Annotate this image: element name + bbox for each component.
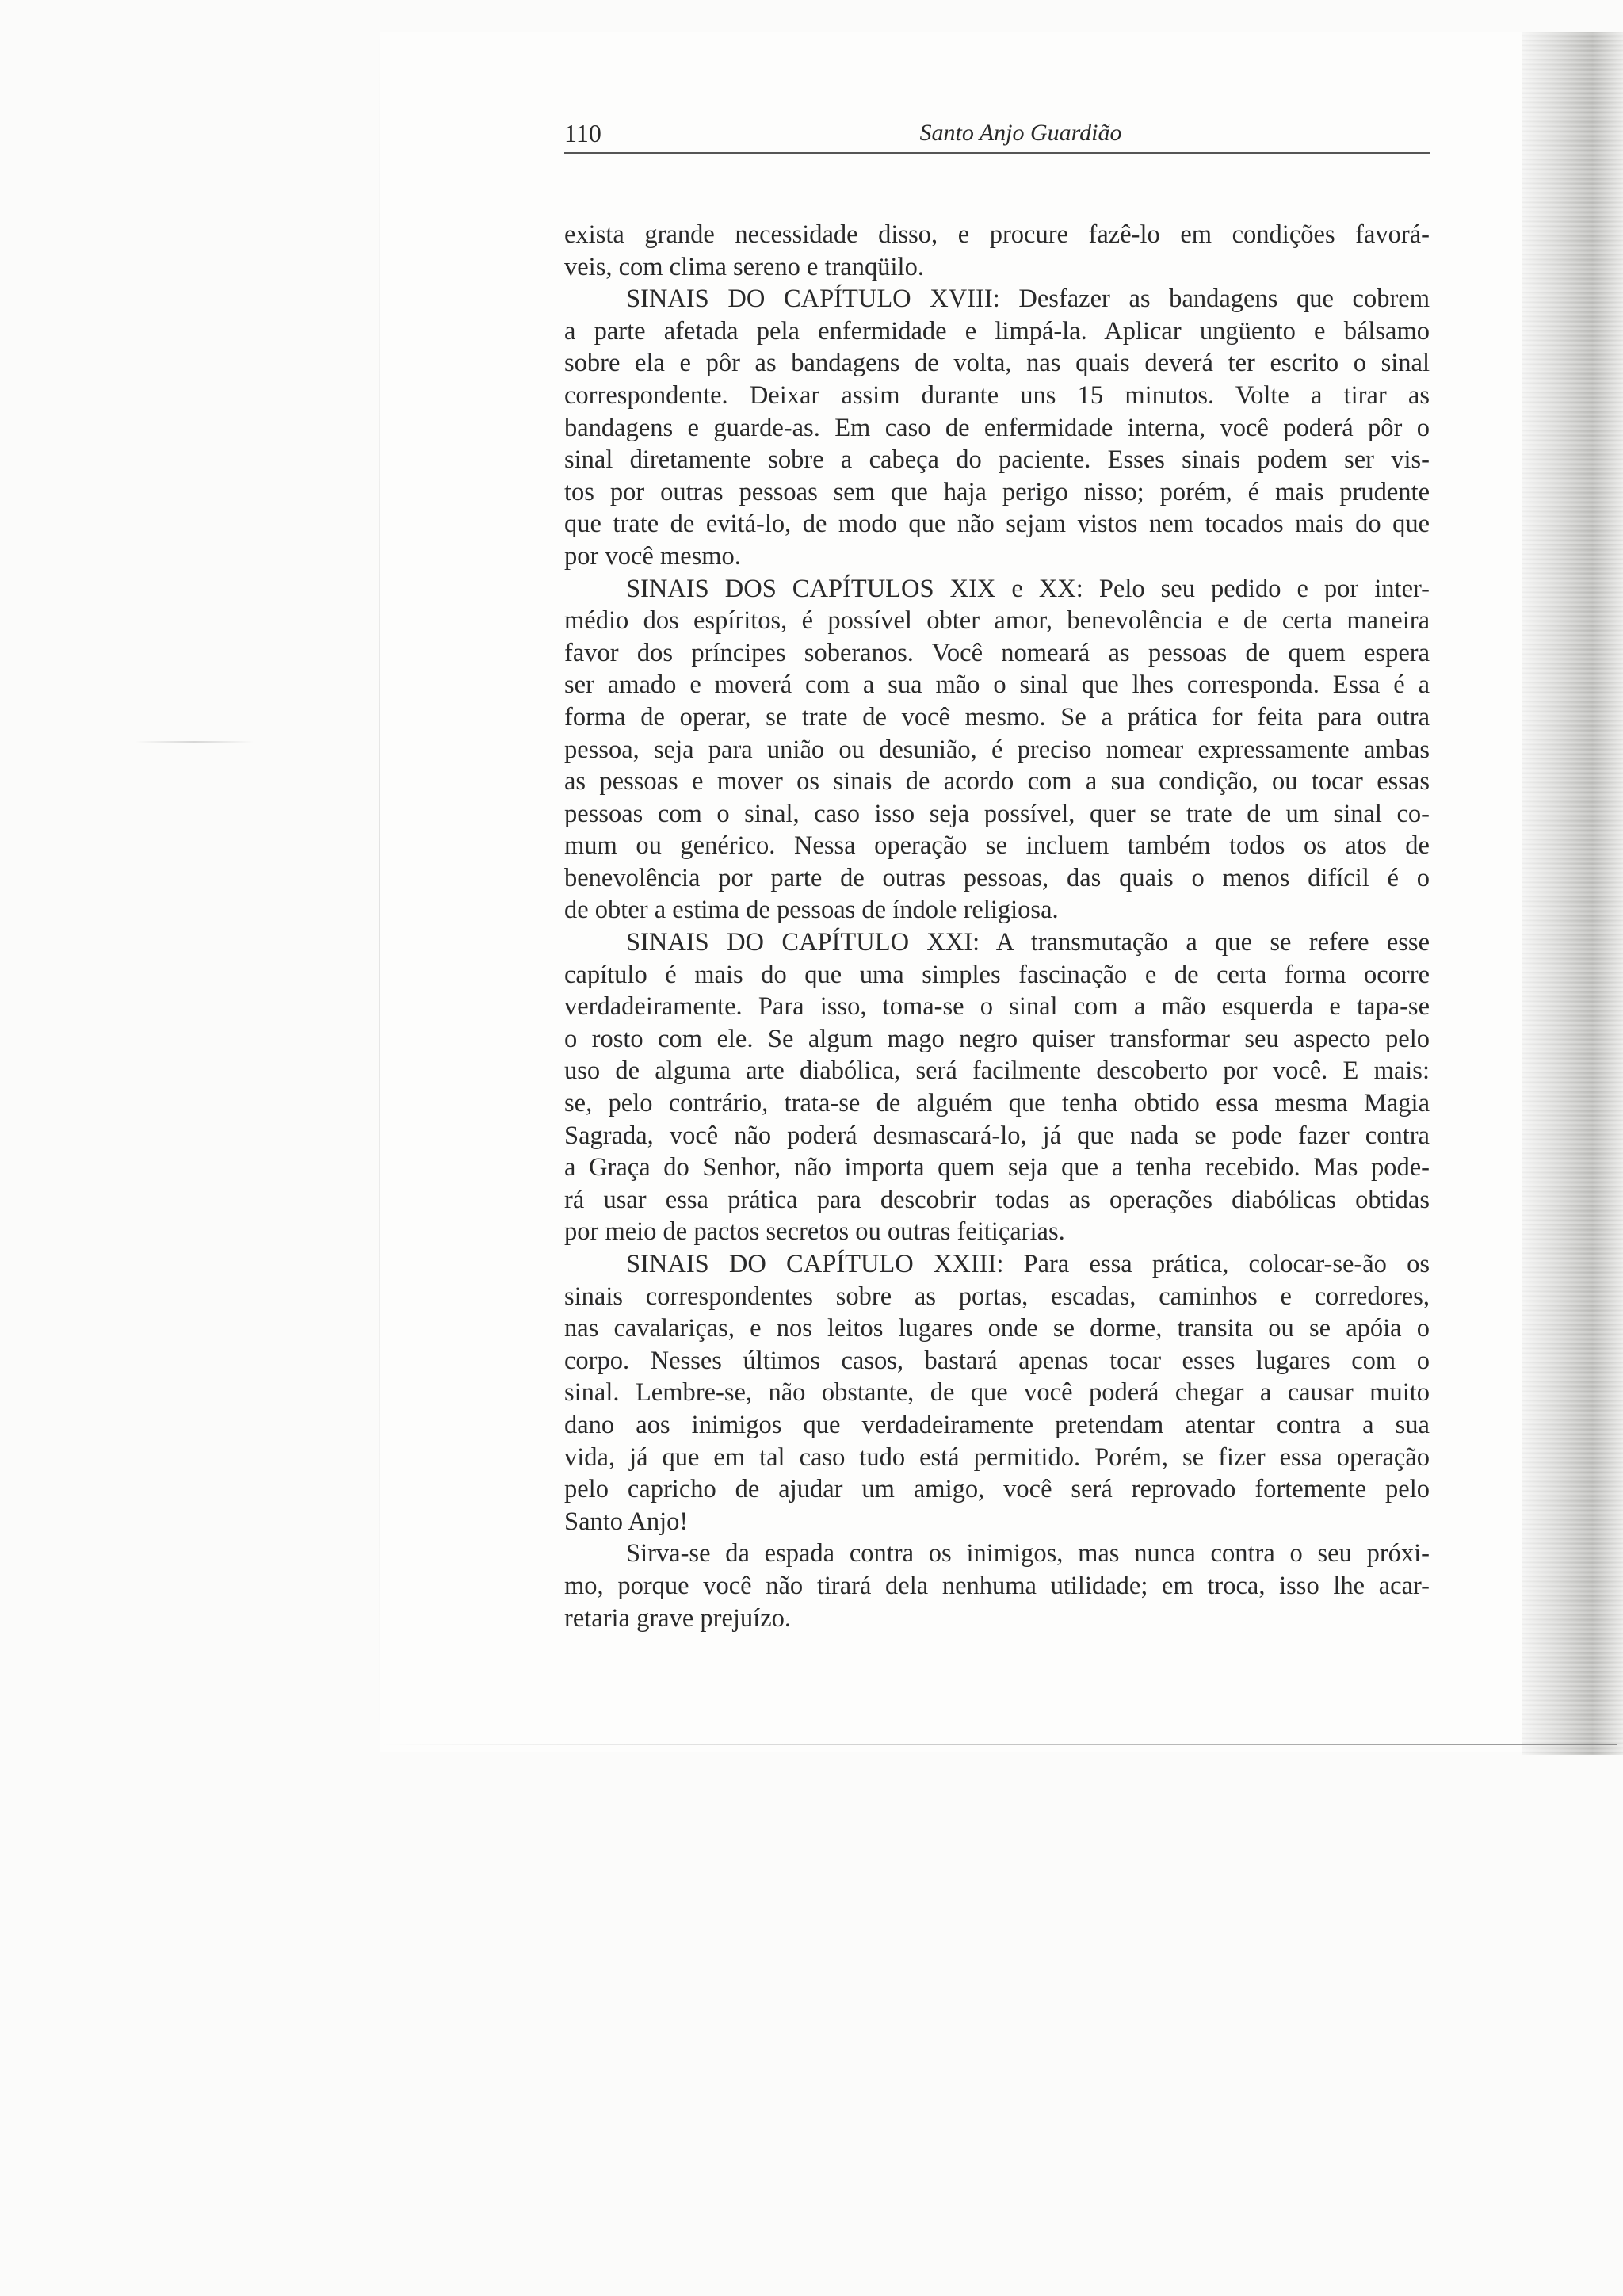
- text-line: Sagrada, você não poderá desmascará-lo, já que nada se pode fazer contra: [564, 1121, 1430, 1150]
- text-line: capítulo é mais do que uma simples fascinação e de certa forma ocorre: [564, 960, 1430, 989]
- text-line: vida, já que em tal caso tudo está permitido. Porém, se fizer essa operação: [564, 1442, 1430, 1472]
- paragraph: [564, 1248, 1430, 1538]
- text-line: que trate de evitá-lo, de modo que não sejam vistos nem tocados mais do que: [564, 510, 1430, 539]
- page-bottom-edge: [380, 1744, 1617, 1745]
- running-header: [564, 116, 1430, 154]
- book-spine-edge: [1522, 32, 1623, 1755]
- text-line: SINAIS DO CAPÍTULO XXI: A transmutação a que se refere esse: [626, 928, 1430, 957]
- text-line: sinal diretamente sobre a cabeça do paciente. Esses sinais podem ser vis-: [564, 445, 1430, 475]
- text-line: a Graça do Senhor, não importa quem seja que a tenha recebido. Mas pode-: [564, 1153, 1430, 1182]
- text-line: mum ou genérico. Nessa operação se incluem também todos os atos de: [564, 831, 1430, 861]
- text-line: pelo capricho de ajudar um amigo, você será reprovado fortemente pelo: [564, 1475, 1430, 1504]
- text-line: retaria grave prejuízo.: [564, 1603, 792, 1633]
- text-line: uso de alguma arte diabólica, será facilmente descoberto por você. E mais:: [564, 1056, 1430, 1086]
- text-line: médio dos espíritos, é possível obter amor, benevolência e de certa maneira: [564, 606, 1430, 636]
- text-line: a parte afetada pela enfermidade e limpá-la. Aplicar ungüento e bálsamo: [564, 316, 1430, 346]
- text-line: nas cavalariças, e nos leitos lugares onde se dorme, transita ou se apóia o: [564, 1314, 1430, 1343]
- text-line: se, pelo contrário, trata-se de alguém que tenha obtido essa mesma Magia: [564, 1089, 1430, 1118]
- text-line: sobre ela e pôr as bandagens de volta, nas quais deverá ter escrito o sinal: [564, 349, 1430, 378]
- text-line: favor dos príncipes soberanos. Você nomeará as pessoas de quem espera: [564, 638, 1430, 667]
- text-line: pessoas com o sinal, caso isso seja possível, quer se trate de um sinal co-: [564, 799, 1430, 828]
- paragraph: [564, 1538, 1430, 1634]
- text-line: forma de operar, se trate de você mesmo. Se a prática for feita para outra: [564, 702, 1430, 732]
- paragraph: [564, 926, 1430, 1248]
- text-line: o rosto com ele. Se algum mago negro quiser transformar seu aspecto pelo: [564, 1024, 1430, 1053]
- text-line: mo, porque você não tirará dela nenhuma utilidade; em troca, isso lhe acar-: [564, 1571, 1430, 1600]
- text-line: SINAIS DO CAPÍTULO XVIII: Desfazer as bandagens que cobrem: [626, 285, 1430, 314]
- paragraph: [564, 573, 1430, 927]
- text-line: dano aos inimigos que verdadeiramente pretendam atentar contra a sua: [564, 1410, 1430, 1439]
- text-line: SINAIS DOS CAPÍTULOS XIX e XX: Pelo seu pedido e por inter-: [626, 574, 1430, 603]
- scan-smudge: [135, 741, 254, 743]
- text-line: as pessoas e mover os sinais de acordo com a sua condição, ou tocar essas: [564, 767, 1430, 797]
- text-line: correspondente. Deixar assim durante uns 15 minutos. Volte a tirar as: [564, 380, 1430, 410]
- text-line: pessoa, seja para união ou desunião, é preciso nomear expressamente ambas: [564, 735, 1430, 764]
- text-line: por você mesmo.: [564, 541, 741, 571]
- text-line: tos por outras pessoas sem que haja perigo nisso; porém, é mais prudente: [564, 477, 1430, 506]
- text-line: benevolência por parte de outras pessoas, das quais o menos difícil é o: [564, 863, 1430, 892]
- paragraph: [564, 283, 1430, 572]
- body-text: [564, 219, 1430, 1634]
- book-title: Santo Anjo Guardião: [919, 120, 1122, 146]
- text-line: corpo. Nesses últimos casos, bastará apenas tocar esses lugares com o: [564, 1346, 1430, 1375]
- page-number: 110: [564, 119, 601, 147]
- text-line: Sirva-se da espada contra os inimigos, mas nunca contra o seu próxi-: [626, 1539, 1430, 1568]
- text-line: exista grande necessidade disso, e procure fazê-lo em condições favorá-: [564, 220, 1430, 249]
- text-line: sinal. Lembre-se, não obstante, de que você poderá chegar a causar muito: [564, 1378, 1430, 1408]
- text-line: de obter a estima de pessoas de índole religiosa.: [564, 896, 1059, 925]
- text-line: veis, com clima sereno e tranqüilo.: [564, 252, 924, 281]
- text-line: bandagens e guarde-as. Em caso de enfermidade interna, você poderá pôr o: [564, 413, 1430, 442]
- text-line: ser amado e moverá com a sua mão o sinal que lhes corresponda. Essa é a: [564, 670, 1430, 700]
- paragraph: [564, 219, 1430, 283]
- text-line: verdadeiramente. Para isso, toma-se o sinal com a mão esquerda e tapa-se: [564, 992, 1430, 1022]
- text-line: por meio de pactos secretos ou outras feitiçarias.: [564, 1217, 1065, 1247]
- text-line: sinais correspondentes sobre as portas, escadas, caminhos e corredores,: [564, 1282, 1430, 1311]
- text-line: rá usar essa prática para descobrir todas as operações diabólicas obtidas: [564, 1185, 1430, 1214]
- text-line: Santo Anjo!: [564, 1507, 689, 1536]
- text-line: SINAIS DO CAPÍTULO XXIII: Para essa prática, colocar-se-ão os: [626, 1250, 1430, 1278]
